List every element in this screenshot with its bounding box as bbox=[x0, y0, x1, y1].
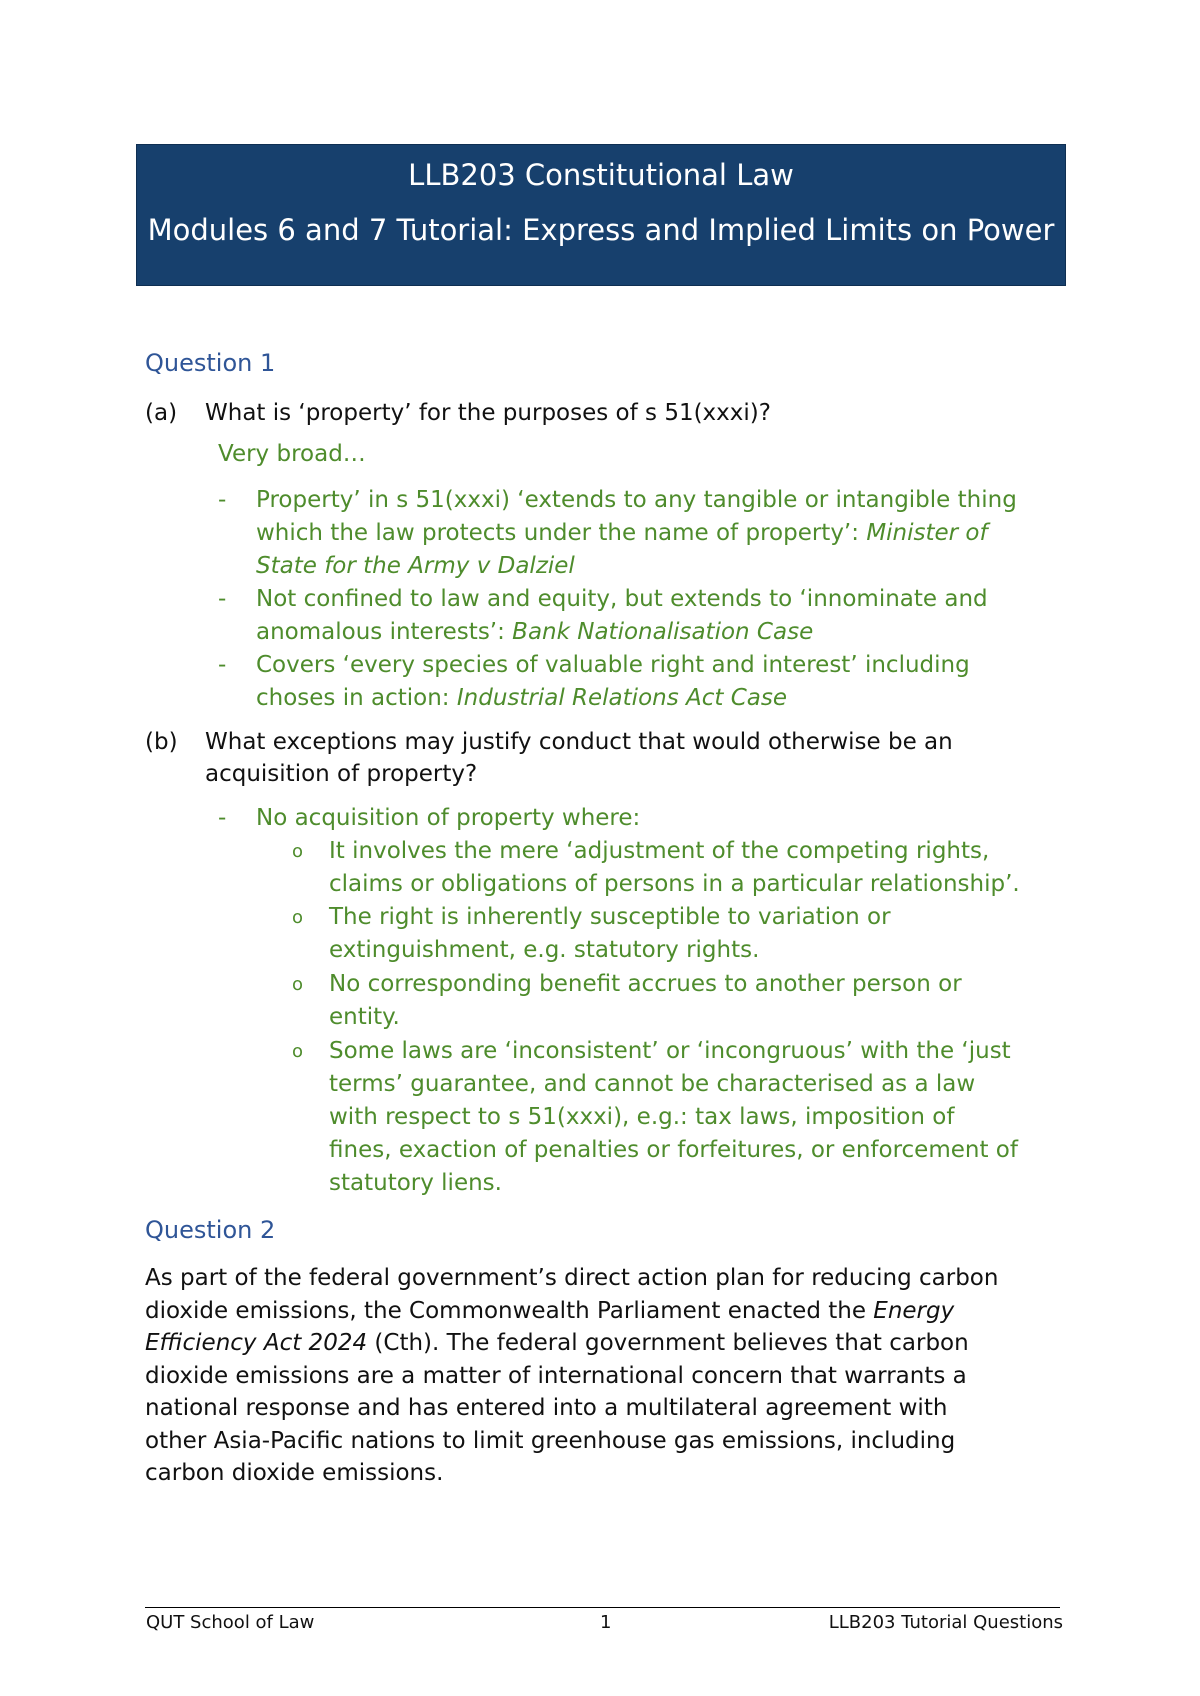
scenario-line: As part of the federal government’s direct action plan for reducing carbon bbox=[145, 1265, 999, 1291]
answer-point-line: Covers ‘every species of valuable right and interest’ including bbox=[256, 652, 970, 678]
footer-right: LLB203 Tutorial Questions bbox=[828, 1612, 1063, 1633]
scenario-line: dioxide emissions are a matter of international concern that warrants a bbox=[145, 1363, 967, 1389]
circle-bullet: o bbox=[292, 974, 304, 995]
question-1-heading: Question 1 bbox=[145, 349, 276, 377]
sub-point-line: It involves the mere ‘adjustment of the competing rights, bbox=[329, 838, 990, 864]
dash-bullet: - bbox=[218, 805, 227, 831]
sub-point-line: claims or obligations of persons in a particular relationship’. bbox=[329, 871, 1020, 897]
answer-point-line: Not confined to law and equity, but extends to ‘innominate and bbox=[256, 586, 988, 612]
answer-point-line: which the law protects under the name of property’: Minister of bbox=[256, 520, 988, 546]
sub-point-line: entity. bbox=[329, 1004, 400, 1030]
footer-divider bbox=[145, 1607, 1060, 1608]
dash-bullet: - bbox=[218, 487, 227, 513]
tutorial-title: Modules 6 and 7 Tutorial: Express and Implied Limits on Power bbox=[147, 213, 1055, 247]
answer-point-line: No acquisition of property where: bbox=[256, 805, 641, 831]
part-b-question: What exceptions may justify conduct that would otherwise be an bbox=[205, 729, 953, 755]
scenario-line: national response and has entered into a multilateral agreement with bbox=[145, 1395, 948, 1421]
sub-point-line: extinguishment, e.g. statutory rights. bbox=[329, 937, 760, 963]
part-a-question: What is ‘property’ for the purposes of s 51(xxxi)? bbox=[205, 400, 771, 426]
part-b-question: acquisition of property? bbox=[205, 761, 478, 787]
part-a-intro: Very broad… bbox=[218, 441, 366, 467]
case-name: State for the Army v Dalziel bbox=[256, 553, 575, 579]
part-b-label: (b) bbox=[145, 729, 178, 755]
sub-point-line: fines, exaction of penalties or forfeitures, or enforcement of bbox=[329, 1137, 1018, 1163]
scenario-line: Efficiency Act 2024 (Cth). The federal government believes that carbon bbox=[145, 1330, 969, 1356]
scenario-line: other Asia-Pacific nations to limit greenhouse gas emissions, including bbox=[145, 1428, 956, 1454]
scenario-line: dioxide emissions, the Commonwealth Parliament enacted the Energy bbox=[145, 1298, 955, 1324]
circle-bullet: o bbox=[292, 841, 304, 862]
sub-point-line: terms’ guarantee, and cannot be characterised as a law bbox=[329, 1071, 976, 1097]
sub-point-line: statutory liens. bbox=[329, 1170, 502, 1196]
answer-point-line: Property’ in s 51(xxxi) ‘extends to any tangible or intangible thing bbox=[256, 487, 1017, 513]
answer-point-line: anomalous interests’: Bank Nationalisation Case bbox=[256, 619, 814, 645]
sub-point-line: The right is inherently susceptible to variation or bbox=[329, 904, 891, 930]
sub-point-line: No corresponding benefit accrues to another person or bbox=[329, 971, 962, 997]
answer-point-line: choses in action: Industrial Relations Act Case bbox=[256, 685, 788, 711]
part-a-label: (a) bbox=[145, 400, 178, 426]
circle-bullet: o bbox=[292, 1041, 304, 1062]
footer-left: QUT School of Law bbox=[146, 1612, 315, 1633]
course-title: LLB203 Constitutional Law bbox=[408, 158, 794, 192]
dash-bullet: - bbox=[218, 652, 227, 678]
page-number: 1 bbox=[600, 1612, 612, 1633]
sub-point-line: Some laws are ‘inconsistent’ or ‘incongruous’ with the ‘just bbox=[329, 1038, 1011, 1064]
scenario-line: carbon dioxide emissions. bbox=[145, 1460, 444, 1486]
circle-bullet: o bbox=[292, 907, 304, 928]
title-banner bbox=[136, 144, 1066, 286]
question-2-heading: Question 2 bbox=[145, 1216, 276, 1244]
dash-bullet: - bbox=[218, 586, 227, 612]
sub-point-line: with respect to s 51(xxxi), e.g.: tax laws, imposition of bbox=[329, 1104, 955, 1130]
